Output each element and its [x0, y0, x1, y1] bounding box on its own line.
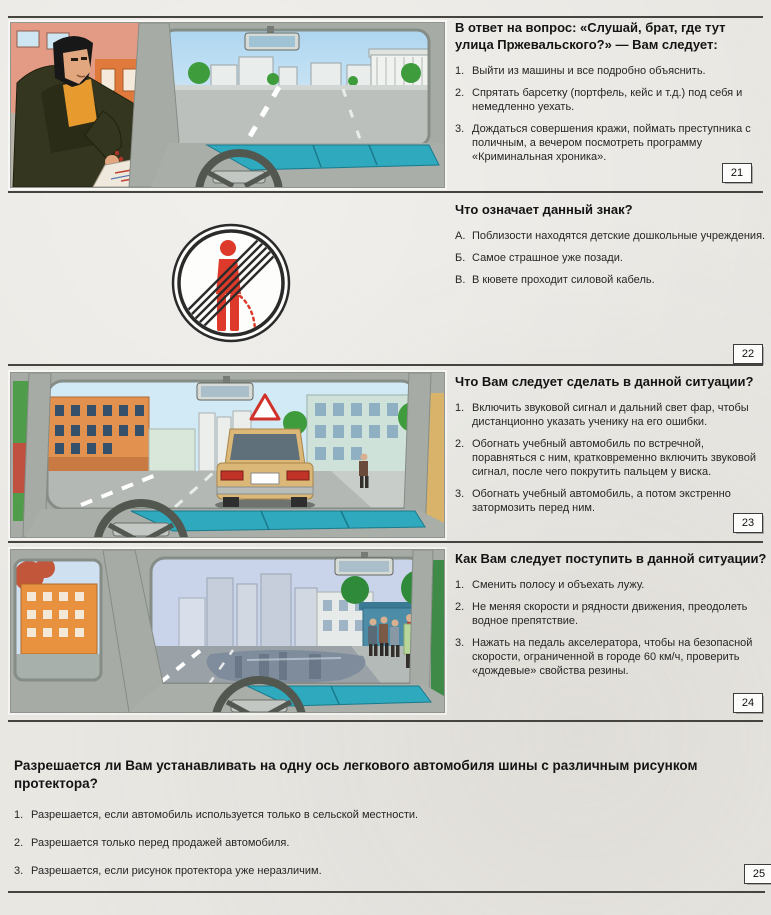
answer-list	[455, 578, 767, 678]
windshield-scene	[163, 30, 444, 148]
answer-list	[455, 229, 767, 287]
orange-building	[47, 397, 149, 471]
classical-building	[369, 49, 431, 87]
question-title: В ответ на вопрос: «Слушай, брат, где тут улица Пржевальского?» — Вам следует:	[455, 20, 726, 52]
answer-option: 2. Не меняя скорости и рядности движения, преодолеть водное препятствие.	[455, 600, 748, 628]
road	[163, 85, 431, 148]
question-number-badge: 24	[733, 693, 763, 713]
question-number-badge: 22	[733, 344, 763, 364]
question-number-badge: 21	[722, 163, 752, 183]
section-divider	[8, 191, 763, 193]
answer-option: 1. Разрешается, если автомобиль используется только в сельской местности.	[14, 809, 419, 822]
road-sign-illustration	[170, 222, 292, 344]
question-number-badge: 23	[733, 513, 763, 533]
question-title: Как Вам следует поступить в данной ситуации?	[455, 551, 767, 566]
answer-option: 3. Разрешается, если рисунок протектора уже неразличим.	[14, 865, 322, 878]
question-title: Что означает данный знак?	[455, 202, 633, 217]
answer-option: Б. Самое страшное уже позади.	[455, 251, 623, 264]
side-window-scene	[14, 558, 101, 680]
answer-option: В. В кювете проходит силовой кабель.	[455, 274, 655, 287]
answer-option: 3. Обогнать учебный автомобиль, а потом экстренно затормозить перед ним.	[455, 488, 731, 515]
section-divider	[8, 891, 765, 893]
question-title: Что Вам следует сделать в данной ситуации?	[455, 374, 754, 389]
answer-option: А. Поблизости находятся детские дошкольные учреждения.	[455, 229, 766, 242]
answer-option: 3. Нажать на педаль акселератора, чтобы на безопасной скорости, ограниченной в городе 60 км/ч, проверить «дождевые» свойства резины.	[455, 637, 753, 678]
answer-option: 1. Выйти из машины и все подробно объяснить.	[455, 64, 706, 77]
answer-option: 1. Сменить полосу и объехать лужу.	[455, 578, 645, 591]
answer-list	[14, 808, 761, 878]
answer-list	[455, 64, 767, 164]
illustration-puddle-pedestrians	[10, 549, 445, 713]
answer-option: 2. Спрятать барсетку (портфель, кейс и т.д.) под себя и немедленно уехать.	[455, 86, 743, 113]
question-title: Разрешается ли Вам устанавливать на одну ось легкового автомобиля шины с различным рисунком протектора?	[14, 758, 698, 791]
section-divider	[8, 541, 763, 543]
illustration-learner-car-ahead	[10, 372, 445, 538]
section-divider	[8, 720, 763, 722]
answer-option: 3. Дождаться совершения кражи, поймать преступника с поличным, а вечером посмотреть программу «Криминальная хроника».	[455, 123, 751, 164]
illustration-man-asking-directions	[10, 22, 445, 188]
trees-right-sliver	[431, 560, 444, 700]
answer-option: 2. Разрешается только перед продажей автомобиля.	[14, 837, 290, 850]
section-divider	[8, 364, 763, 366]
answer-list	[455, 401, 767, 516]
answer-option: 2. Обогнать учебный автомобиль по встречной, поравняться с ним, кратковременно включить звуковой сигнал, после чего покрутить пальцем у виска.	[455, 438, 756, 479]
answer-option: 1. Включить звуковой сигнал и дальний свет фар, чтобы дистанционно указать ученику на его ошибки.	[455, 401, 749, 428]
windshield-scene	[151, 558, 444, 686]
page-top-rule	[8, 16, 763, 18]
question-number-badge: 25	[744, 864, 771, 884]
